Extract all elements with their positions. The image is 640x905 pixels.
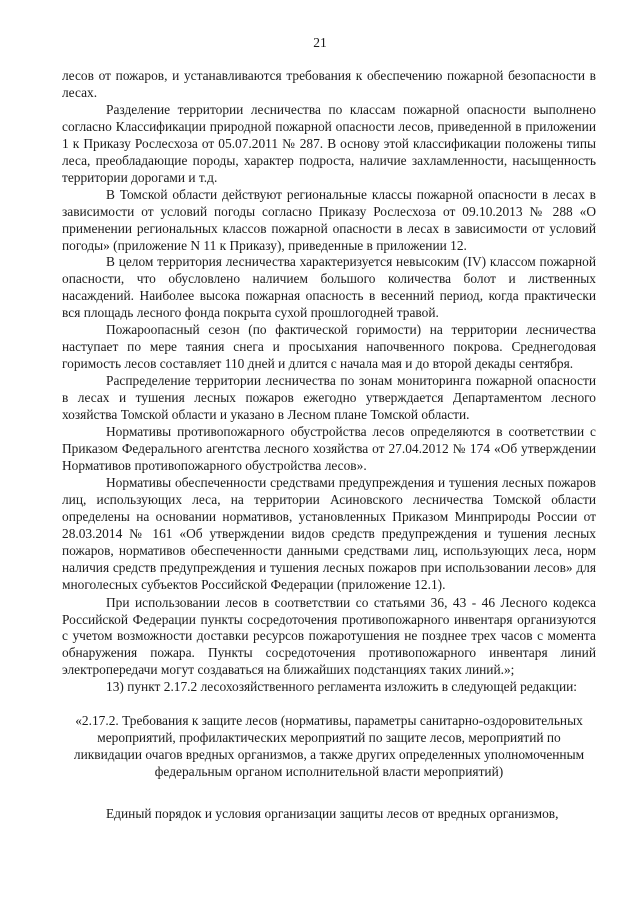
document-body: [62, 68, 596, 823]
paragraph-regional-classes: В Томской области действуют региональные классы пожарной опасности в лесах в зависимости от условий погоды согласно Приказу Рослесхоза от 09.10.2013 № 288 «О применении региональных классов пожарной опасности в лесах в зависимости от условий погоды» (приложение N 11 к Приказу), приведенные в приложении 12.: [62, 186, 596, 253]
paragraph-fire-arrangement-norms: Нормативы противопожарного обустройства лесов определяются в соответствии с Приказом Федерального агентства лесного хозяйства от 27.04.2012 № 174 «Об утверждении Нормативов противопожарного обустройства лесов».: [62, 424, 596, 473]
paragraph-item-13: 13) пункт 2.17.2 лесохозяйственного регламента изложить в следующей редакции:: [106, 679, 578, 695]
page-number: 21: [313, 35, 327, 50]
paragraph-inventory-points: При использовании лесов в соответствии со статьями 36, 43 - 46 Лесного кодекса Российской Федерации пункты сосредоточения противопожарного инвентаря организуются с учетом возможности доставки ресурсов пожаротушения не позднее трех часов с момента обнаружения пожара. Пункты сосредоточения противопожарного инвентаря линий электропередачи могут создаваться на ближайших подстанциях таких линий.»;: [62, 594, 596, 678]
paragraph-fire-season: Пожароопасный сезон (по фактической горимости) на территории лесничества наступает по мере таяния снега и просыхания напочвенного покрова. Среднегодовая горимость лесов составляет 110 дней и длится с начала мая и до второй декады сентября.: [62, 322, 596, 372]
paragraph-equipment-norms: Нормативы обеспеченности средствами предупреждения и тушения лесных пожаров лиц, использующих леса, на территории Асиновского лесничества Томской области определены на основании нормативов, установленных Приказом Минприроды России от 28.03.2014 № 161 «Об утверждении видов средств предупреждения и тушения лесных пожаров, нормативов обеспеченности данными средствами лиц, использующих леса, норм наличия средств предупреждения и тушения лесных пожаров при использовании лесов» для многолесных субъектов Российской Федерации (приложение 12.1).: [62, 474, 596, 592]
paragraph-monitoring-zones: Распределение территории лесничества по зонам мониторинга пожарной опасности в лесах и тушения лесных пожаров ежегодно утверждается Департаментом лесного хозяйства Томской области и указано в Лесном плане Томской области.: [62, 373, 596, 423]
paragraph-fire-hazard-classes: Разделение территории лесничества по классам пожарной опасности выполнено согласно Классификации природной пожарной опасности лесов, приведенной в приложении 1 к Приказу Рослесхоза от 05.07.2011 № 287. В основу этой классификации положены типы леса, преобладающие породы, характер подроста, наличие захламленности, насыщенность территории дорогами и т.д.: [62, 101, 596, 185]
section-heading-forest-protection: «2.17.2. Требования к защите лесов (нормативы, параметры санитарно-оздоровительных мероприятий, профилактических мероприятий по защите лесов, мероприятий по ликвидации очагов вредных организмов, а также других определенных уполномоченным федеральным органом исполнительной власти мероприятий): [73, 713, 585, 780]
paragraph-fire-safety-continuation: лесов от пожаров, и устанавливаются требования к обеспечению пожарной безопасности в лесах.: [62, 68, 596, 100]
paragraph-overall-hazard: В целом территория лесничества характеризуется невысоким (IV) классом пожарной опасности, что обусловлено наличием большого количества болот и лиственных насаждений. Наиболее высока пожарная опасность в весенний период, когда практически вся площадь лесного фонда покрыта сухой прошлогодней травой.: [62, 254, 596, 321]
paragraph-protection-procedure: Единый порядок и условия организации защиты лесов от вредных организмов,: [106, 806, 559, 822]
